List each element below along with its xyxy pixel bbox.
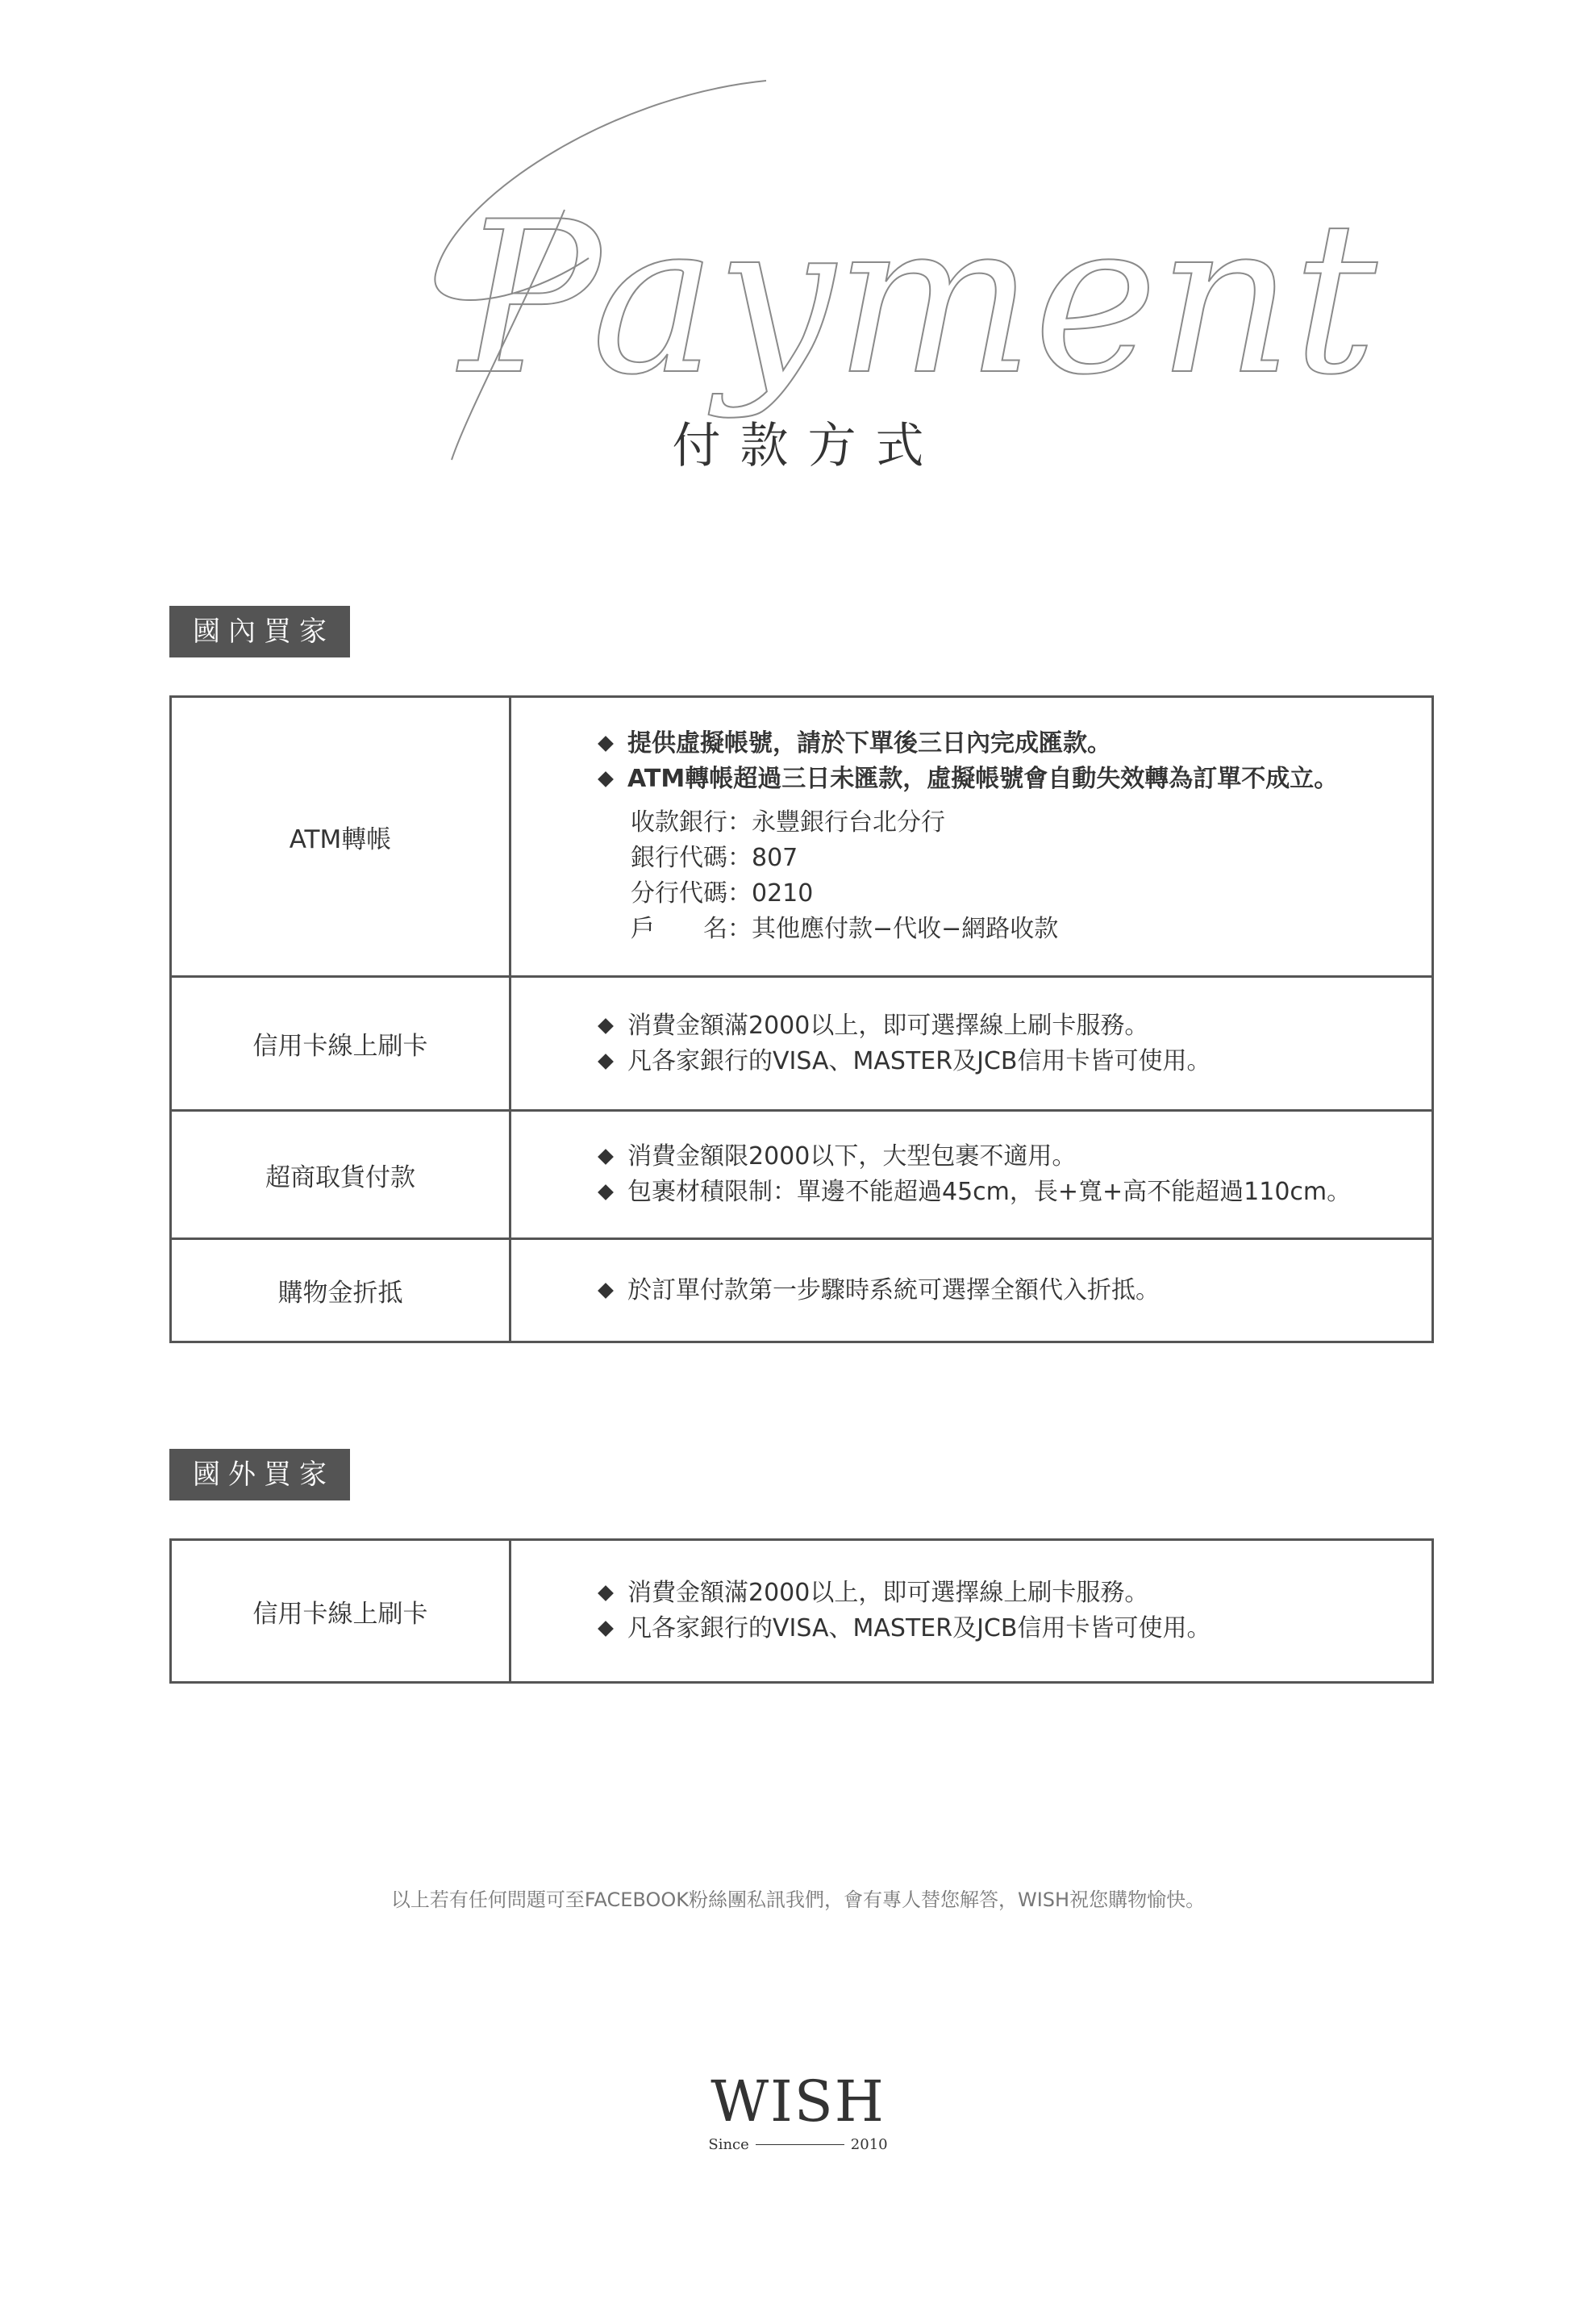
footer-note: 以上若有任何問題可至FACEBOOK粉絲團私訊我們，會有專人替您解答，WISH祝您購物愉快。 [390,1889,1206,1911]
page-subtitle: 付款方式 [672,418,944,474]
row-label-credit-card-foreign: 信用卡線上刷卡 [172,1541,511,1681]
table-row-cod [172,1112,1431,1240]
diamond-bullet-icon [598,1585,614,1601]
row-content-credit-card [511,978,1431,1109]
diamond-bullet-icon [598,1054,614,1070]
bank-info [631,805,1431,947]
row-content-credit-card-foreign [511,1541,1431,1681]
row-label-cod: 超商取貨付款 [172,1112,511,1237]
table-row-credit-card-foreign [172,1541,1431,1681]
since-label: Since [708,2136,749,2153]
foreign-buyers-badge: 國外買家 [169,1449,350,1500]
bullet-item: 於訂單付款第一步驟時系統可選擇全額代入折抵。 [600,1273,1431,1308]
domestic-payment-table [169,695,1434,1343]
bullet-item: 凡各家銀行的VISA、MASTER及JCB信用卡皆可使用。 [600,1611,1431,1646]
table-row-credit-points [172,1240,1431,1341]
bullet-item: ATM轉帳超過三日未匯款，虛擬帳號會自動失效轉為訂單不成立。 [600,762,1431,797]
script-title-text: Payment [460,177,1377,421]
bullet-item: 包裹材積限制：單邊不能超過45cm，長+寬+高不能超過110cm。 [600,1175,1431,1210]
bullet-item: 消費金額限2000以下，大型包裹不適用。 [600,1139,1431,1175]
since-year: 2010 [850,2136,888,2153]
branch-code: 分行代碼：0210 [631,879,814,908]
logo-wordmark: WISH [710,2068,886,2135]
table-row-credit-card [172,978,1431,1112]
row-label-atm: ATM轉帳 [172,698,511,975]
diamond-bullet-icon [598,736,614,752]
wish-logo [0,2068,1596,2153]
domestic-buyers-badge: 國內買家 [169,606,350,657]
diamond-bullet-icon [598,1018,614,1034]
row-label-credit-points: 購物金折抵 [172,1240,511,1341]
since-divider [756,2144,844,2145]
foreign-payment-table [169,1538,1434,1684]
table-row-atm [172,698,1431,978]
bullet-item: 提供虛擬帳號，請於下單後三日內完成匯款。 [600,726,1431,762]
row-content-atm [511,698,1431,975]
row-content-cod [511,1112,1431,1237]
bullet-item: 消費金額滿2000以上，即可選擇線上刷卡服務。 [600,1008,1431,1044]
row-content-credit-points [511,1240,1431,1341]
bullet-item: 凡各家銀行的VISA、MASTER及JCB信用卡皆可使用。 [600,1044,1431,1079]
diamond-bullet-icon [598,1149,614,1165]
bullet-item: 消費金額滿2000以上，即可選擇線上刷卡服務。 [600,1576,1431,1611]
row-label-credit-card: 信用卡線上刷卡 [172,978,511,1109]
diamond-bullet-icon [598,1184,614,1200]
diamond-bullet-icon [598,771,614,787]
diamond-bullet-icon [598,1621,614,1637]
bank-name: 收款銀行：永豐銀行台北分行 [631,808,945,837]
diamond-bullet-icon [598,1283,614,1299]
since-line [0,2136,1596,2153]
bank-code: 銀行代碼：807 [631,844,798,872]
account-name: 戶 名：其他應付款−代收−網路收款 [631,915,1059,943]
